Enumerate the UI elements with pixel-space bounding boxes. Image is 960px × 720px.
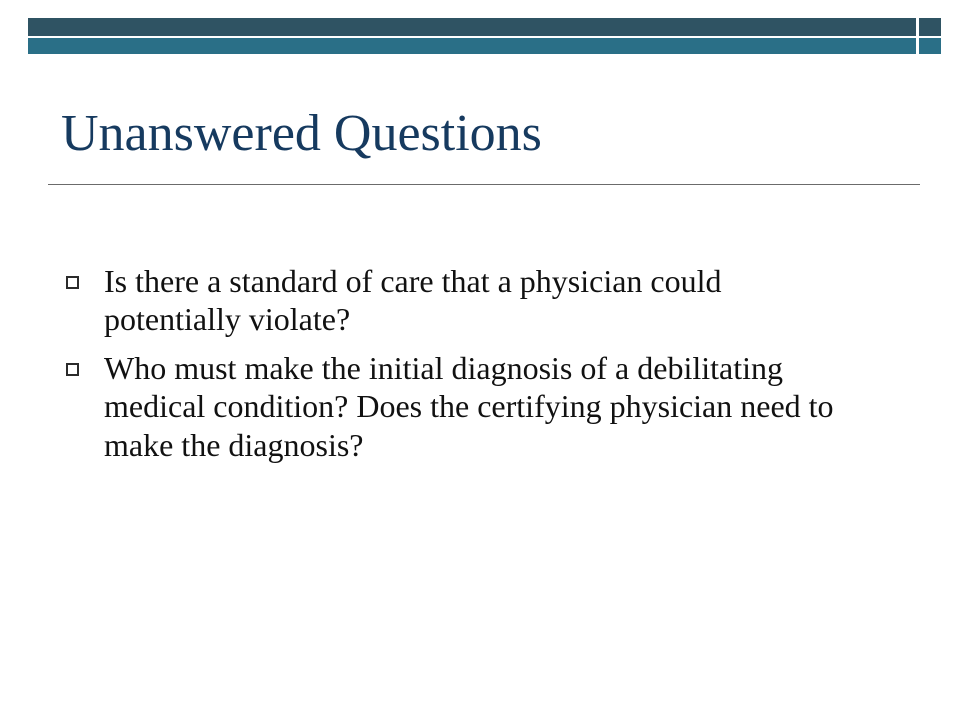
header-corner-block-dark (919, 18, 941, 36)
bullet-text: Is there a standard of care that a physician could potentially violate? (104, 263, 722, 338)
header-bar-teal (28, 38, 916, 54)
header-corner-block-teal (919, 38, 941, 54)
hollow-square-bullet-icon (66, 276, 79, 289)
bullet-list (66, 262, 856, 474)
bullet-item (66, 262, 856, 339)
header-bar-dark (28, 18, 916, 36)
hollow-square-bullet-icon (66, 363, 79, 376)
bullet-item (66, 349, 856, 464)
slide-title: Unanswered Questions (61, 105, 542, 162)
bullet-text: Who must make the initial diagnosis of a debilitating medical condition? Does the certifying physician need to make the diagnosis? (104, 349, 834, 463)
title-divider (48, 184, 920, 185)
